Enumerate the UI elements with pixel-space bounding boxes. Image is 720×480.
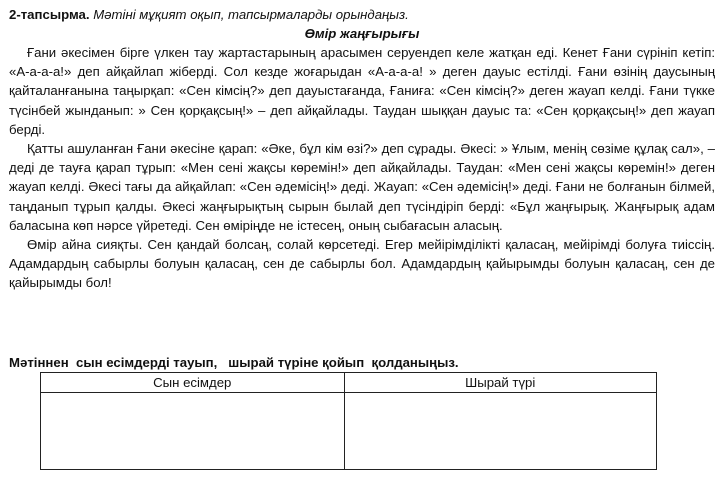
column-header-adjectives: Сын есімдер [41,373,345,393]
table-header-row [41,373,657,393]
paragraph-2: Қатты ашуланған Ғани әкесіне қарап: «Әке, бұл кім өзі?» деп сұрады. Әкесі: » Ұлым, менің сөзіме құлақ сал», – деді де тауға қарап тұрып: «Мен сені жақсы көремін!» деп айқайлады. Таудан: «Мен сені жақсы көремін!» деген жауап келді. Әкесі тағы да айқайлап: «Сен әдемісің!» деді. Жауап: «Сен әдемісің!» деді. Ғани не болғанын білмей, таңданып тұрып қалды. Әкесі жаңғырықтың сырын былай деп түсіндіріп берді: «Бұл жаңғырық. Жаңғырық адам баласына көп нәрсе үйретеді. Сен өміріңде не істесең, оның сыбағасын аласың. [9,141,715,233]
answer-cell-degree[interactable] [344,393,657,470]
task-heading [9,5,715,24]
table-row [41,393,657,470]
text-title: Өмір жаңғырығы [304,26,420,41]
task-instruction: Мәтіні мұқият оқып, тапсырмаларды орындаңыз. [93,7,409,22]
reading-section [9,5,715,293]
task-label: 2-тапсырма. [9,7,90,22]
paragraph-3: Өмір айна сияқты. Сен қандай болсаң, солай көрсетеді. Егер мейірімділікті қаласаң, мейірімді болуға тиіссің. Адамдардың сабырлы болуын қаласаң, сен де сабырлы бол. Адамдардың қайырымды болуын қаласаң, сен де қайырымды бол! [9,237,715,291]
paragraph-1: Ғани әкесімен бірге үлкен тау жартастарының арасымен серуендеп келе жатқан еді. Кенет Ғани сүрініп кетіп: «А-а-а-а!» деп айқайлап жіберді. Сол кезде жоғарыдан «А-а-а-а! » деген дауыс естілді. Ғани өзінің даусының қайталанғанына таңырқап: «Сен кімсің?» деп дауыстағанда, Ғаниға: «Сен кімсің?» деген жауап келді. Ғани түкке түсінбей жынданып: » Сен қорқақсың!» – деп айқайлады. Таудан шыққан дауыс та: «Сен қорқақсың!» деп жауап берді. [9,45,715,137]
answer-cell-adjectives[interactable] [41,393,345,470]
answer-table [40,372,657,470]
exercise-instruction: Мәтіннен сын есімдерді тауып, шырай түріне қойып қолданыңыз. [9,355,459,370]
column-header-degree: Шырай түрі [344,373,657,393]
